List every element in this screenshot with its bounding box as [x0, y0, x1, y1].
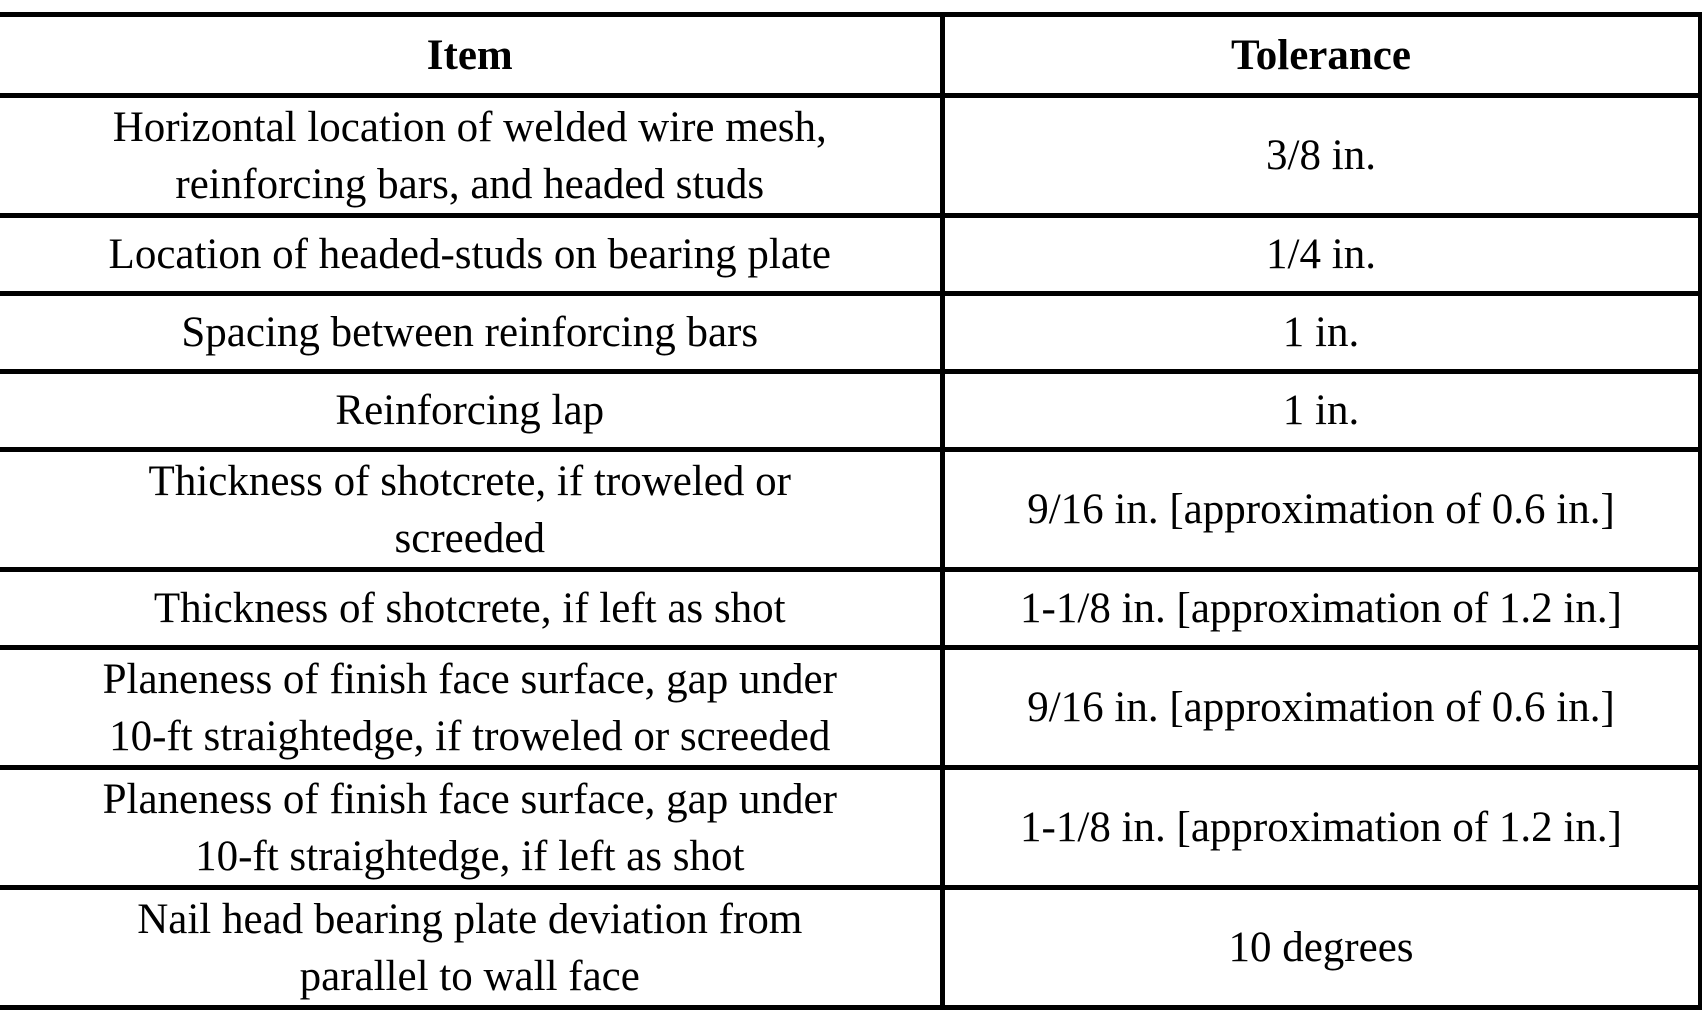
table-row	[0, 372, 1700, 450]
item-cell	[0, 294, 942, 372]
tolerance-cell: 3/8 in.	[942, 96, 1700, 216]
item-line: 10-ft straightedge, if left as shot	[195, 832, 745, 880]
tolerance-cell: 1-1/8 in. [approximation of 1.2 in.]	[942, 768, 1700, 888]
table-row	[0, 768, 1700, 888]
tolerance-table	[0, 12, 1702, 1010]
header-tolerance: Tolerance	[942, 15, 1700, 96]
item-line: reinforcing bars, and headed studs	[175, 160, 765, 208]
table-row	[0, 294, 1700, 372]
item-line: screeded	[394, 514, 545, 562]
item-cell	[0, 450, 942, 570]
table-row	[0, 888, 1700, 1008]
item-line: Planeness of finish face surface, gap under	[102, 775, 837, 823]
item-cell	[0, 768, 942, 888]
table-row	[0, 450, 1700, 570]
header-row	[0, 15, 1700, 96]
item-cell	[0, 888, 942, 1008]
table-row	[0, 648, 1700, 768]
item-line: 10-ft straightedge, if troweled or screeded	[109, 712, 831, 760]
item-line: Planeness of finish face surface, gap under	[102, 655, 837, 703]
table-row	[0, 570, 1700, 648]
item-line: Thickness of shotcrete, if troweled or	[148, 457, 791, 505]
tolerance-cell: 1 in.	[942, 372, 1700, 450]
tolerance-cell: 1 in.	[942, 294, 1700, 372]
table-row	[0, 96, 1700, 216]
item-cell	[0, 648, 942, 768]
item-cell	[0, 570, 942, 648]
item-cell	[0, 96, 942, 216]
item-cell	[0, 372, 942, 450]
item-line: Location of headed-studs on bearing plate	[108, 231, 831, 278]
tolerance-cell: 1/4 in.	[942, 216, 1700, 294]
item-line: Horizontal location of welded wire mesh,	[112, 103, 827, 151]
item-line: Reinforcing lap	[335, 387, 605, 434]
tolerance-cell: 9/16 in. [approximation of 0.6 in.]	[942, 450, 1700, 570]
item-line: Spacing between reinforcing bars	[181, 309, 759, 356]
tolerance-cell: 10 degrees	[942, 888, 1700, 1008]
tolerance-cell: 9/16 in. [approximation of 0.6 in.]	[942, 648, 1700, 768]
item-line: Nail head bearing plate deviation from	[137, 895, 803, 943]
item-line: parallel to wall face	[299, 952, 640, 1000]
header-item: Item	[0, 15, 942, 96]
item-cell	[0, 216, 942, 294]
table-row	[0, 216, 1700, 294]
item-line: Thickness of shotcrete, if left as shot	[153, 585, 786, 632]
tolerance-cell: 1-1/8 in. [approximation of 1.2 in.]	[942, 570, 1700, 648]
